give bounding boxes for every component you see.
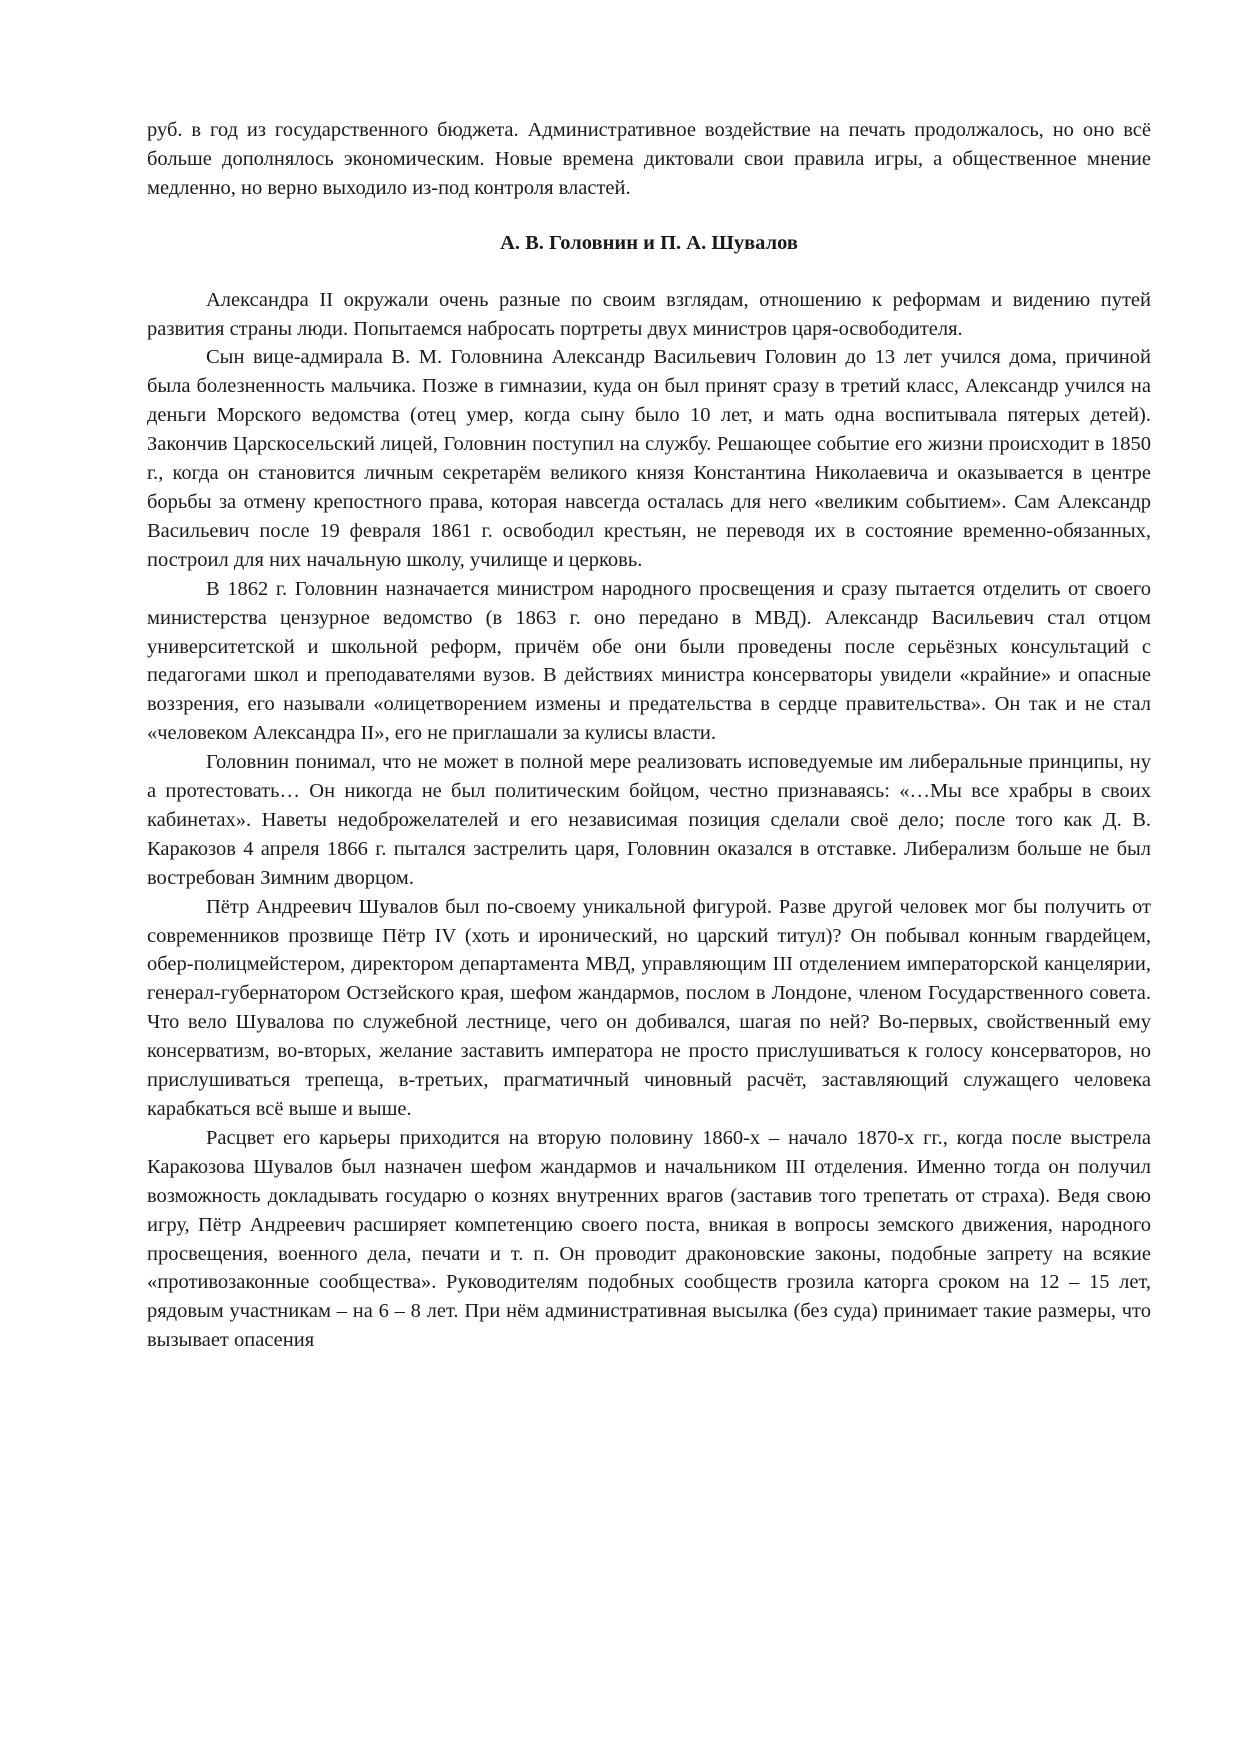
paragraph: Сын вице-адмирала В. М. Головнина Александр Васильевич Головин до 13 лет учился дома, причиной была болезненность мальчика. Позже в гимназии, куда он был принят сразу в третий класс, Александр учился на деньги Морского ведомства (отец умер, когда сыну было 10 лет, и мать одна воспитывала пятерых детей). Закончив Царскосельский лицей, Головнин поступил на службу. Решающее событие его жизни происходит в 1850 г., когда он становится личным секретарём великого князя Константина Николаевича и оказывается в центре борьбы за отмену крепостного права, которая навсегда осталась для него «великим событием». Сам Александр Васильевич после 19 февраля 1861 г. освободил крестьян, не переводя их в состояние временно-обязанных, построил для них начальную школу, училище и церковь. xyxy=(147,346,1151,571)
section-title: А. В. Головнин и П. А. Шувалов xyxy=(500,231,798,254)
document-page xyxy=(147,116,1151,1355)
paragraph: Александра II окружали очень разные по своим взглядам, отношению к реформам и видению путей развития страны люди. Попытаемся набросать портреты двух министров царя-освободителя. xyxy=(147,288,1151,340)
paragraph: В 1862 г. Головнин назначается министром народного просвещения и сразу пытается отделить от своего министерства цензурное ведомство (в 1863 г. оно передано в МВД). Александр Васильевич стал отцом университетской и школьной реформ, причём обе они были проведены после серьёзных консультаций с педагогами школ и преподавателями вузов. В действиях министра консерваторы увидели «крайние» и опасные воззрения, его называли «олицетворением измены и предательства в сердце правительства». Он так и не стал «человеком Александра II», его не приглашали за кулисы власти. xyxy=(147,577,1151,745)
paragraph: Расцвет его карьеры приходится на вторую половину 1860-х – начало 1870-х гг., когда после выстрела Каракозова Шувалов был назначен шефом жандармов и начальником III отделения. Именно тогда он получил возможность докладывать государю о кознях внутренних врагов (заставив того трепетать от страха). Ведя свою игру, Пётр Андреевич расширяет компетенцию своего поста, вникая в вопросы земского движения, народного просвещения, военного дела, печати и т. п. Он проводит драконовские законы, подобные запрету на всякие «противозаконные сообщества». Руководителям подобных сообществ грозила каторга сроком на 12 – 15 лет, рядовым участникам – на 6 – 8 лет. При нём административная высылка (без суда) принимает такие размеры, что вызывает опасения xyxy=(147,1126,1151,1352)
paragraph: Пётр Андреевич Шувалов был по-своему уникальной фигурой. Разве другой человек мог бы получить от современников прозвище Пётр IV (хоть и иронический, но царский титул)? Он побывал конным гвардейцем, обер-полицмейстером, директором департамента МВД, управляющим III отделением императорской канцелярии, генерал-губернатором Остзейского края, шефом жандармов, послом в Лондоне, членом Государственного совета. Что вело Шувалова по служебной лестнице, чего он добивался, шагая по ней? Во-первых, свойственный ему консерватизм, во-вторых, желание заставить императора не просто прислушиваться к голосу консерваторов, но прислушиваться трепеща, в-третьих, прагматичный чиновный расчёт, заставляющий служащего человека карабкаться всё выше и выше. xyxy=(147,895,1151,1120)
paragraph: Головнин понимал, что не может в полной мере реализовать исповедуемые им либеральные принципы, ну а протестовать… Он никогда не был политическим бойцом, честно признаваясь: «…Мы все храбры в своих кабинетах». Наветы недоброжелателей и его независимая позиция сделали своё дело; после того как Д. В. Каракозов 4 апреля 1866 г. пытался застрелить царя, Головнин оказался в отставке. Либерализм больше не был востребован Зимним дворцом. xyxy=(147,751,1151,889)
intro-paragraph: руб. в год из государственного бюджета. Административное воздействие на печать продолжалось, но оно всё больше дополнялось экономическим. Новые времена диктовали свои правила игры, а общественное мнение медленно, но верно выходило из-под контроля властей. xyxy=(147,119,1151,199)
